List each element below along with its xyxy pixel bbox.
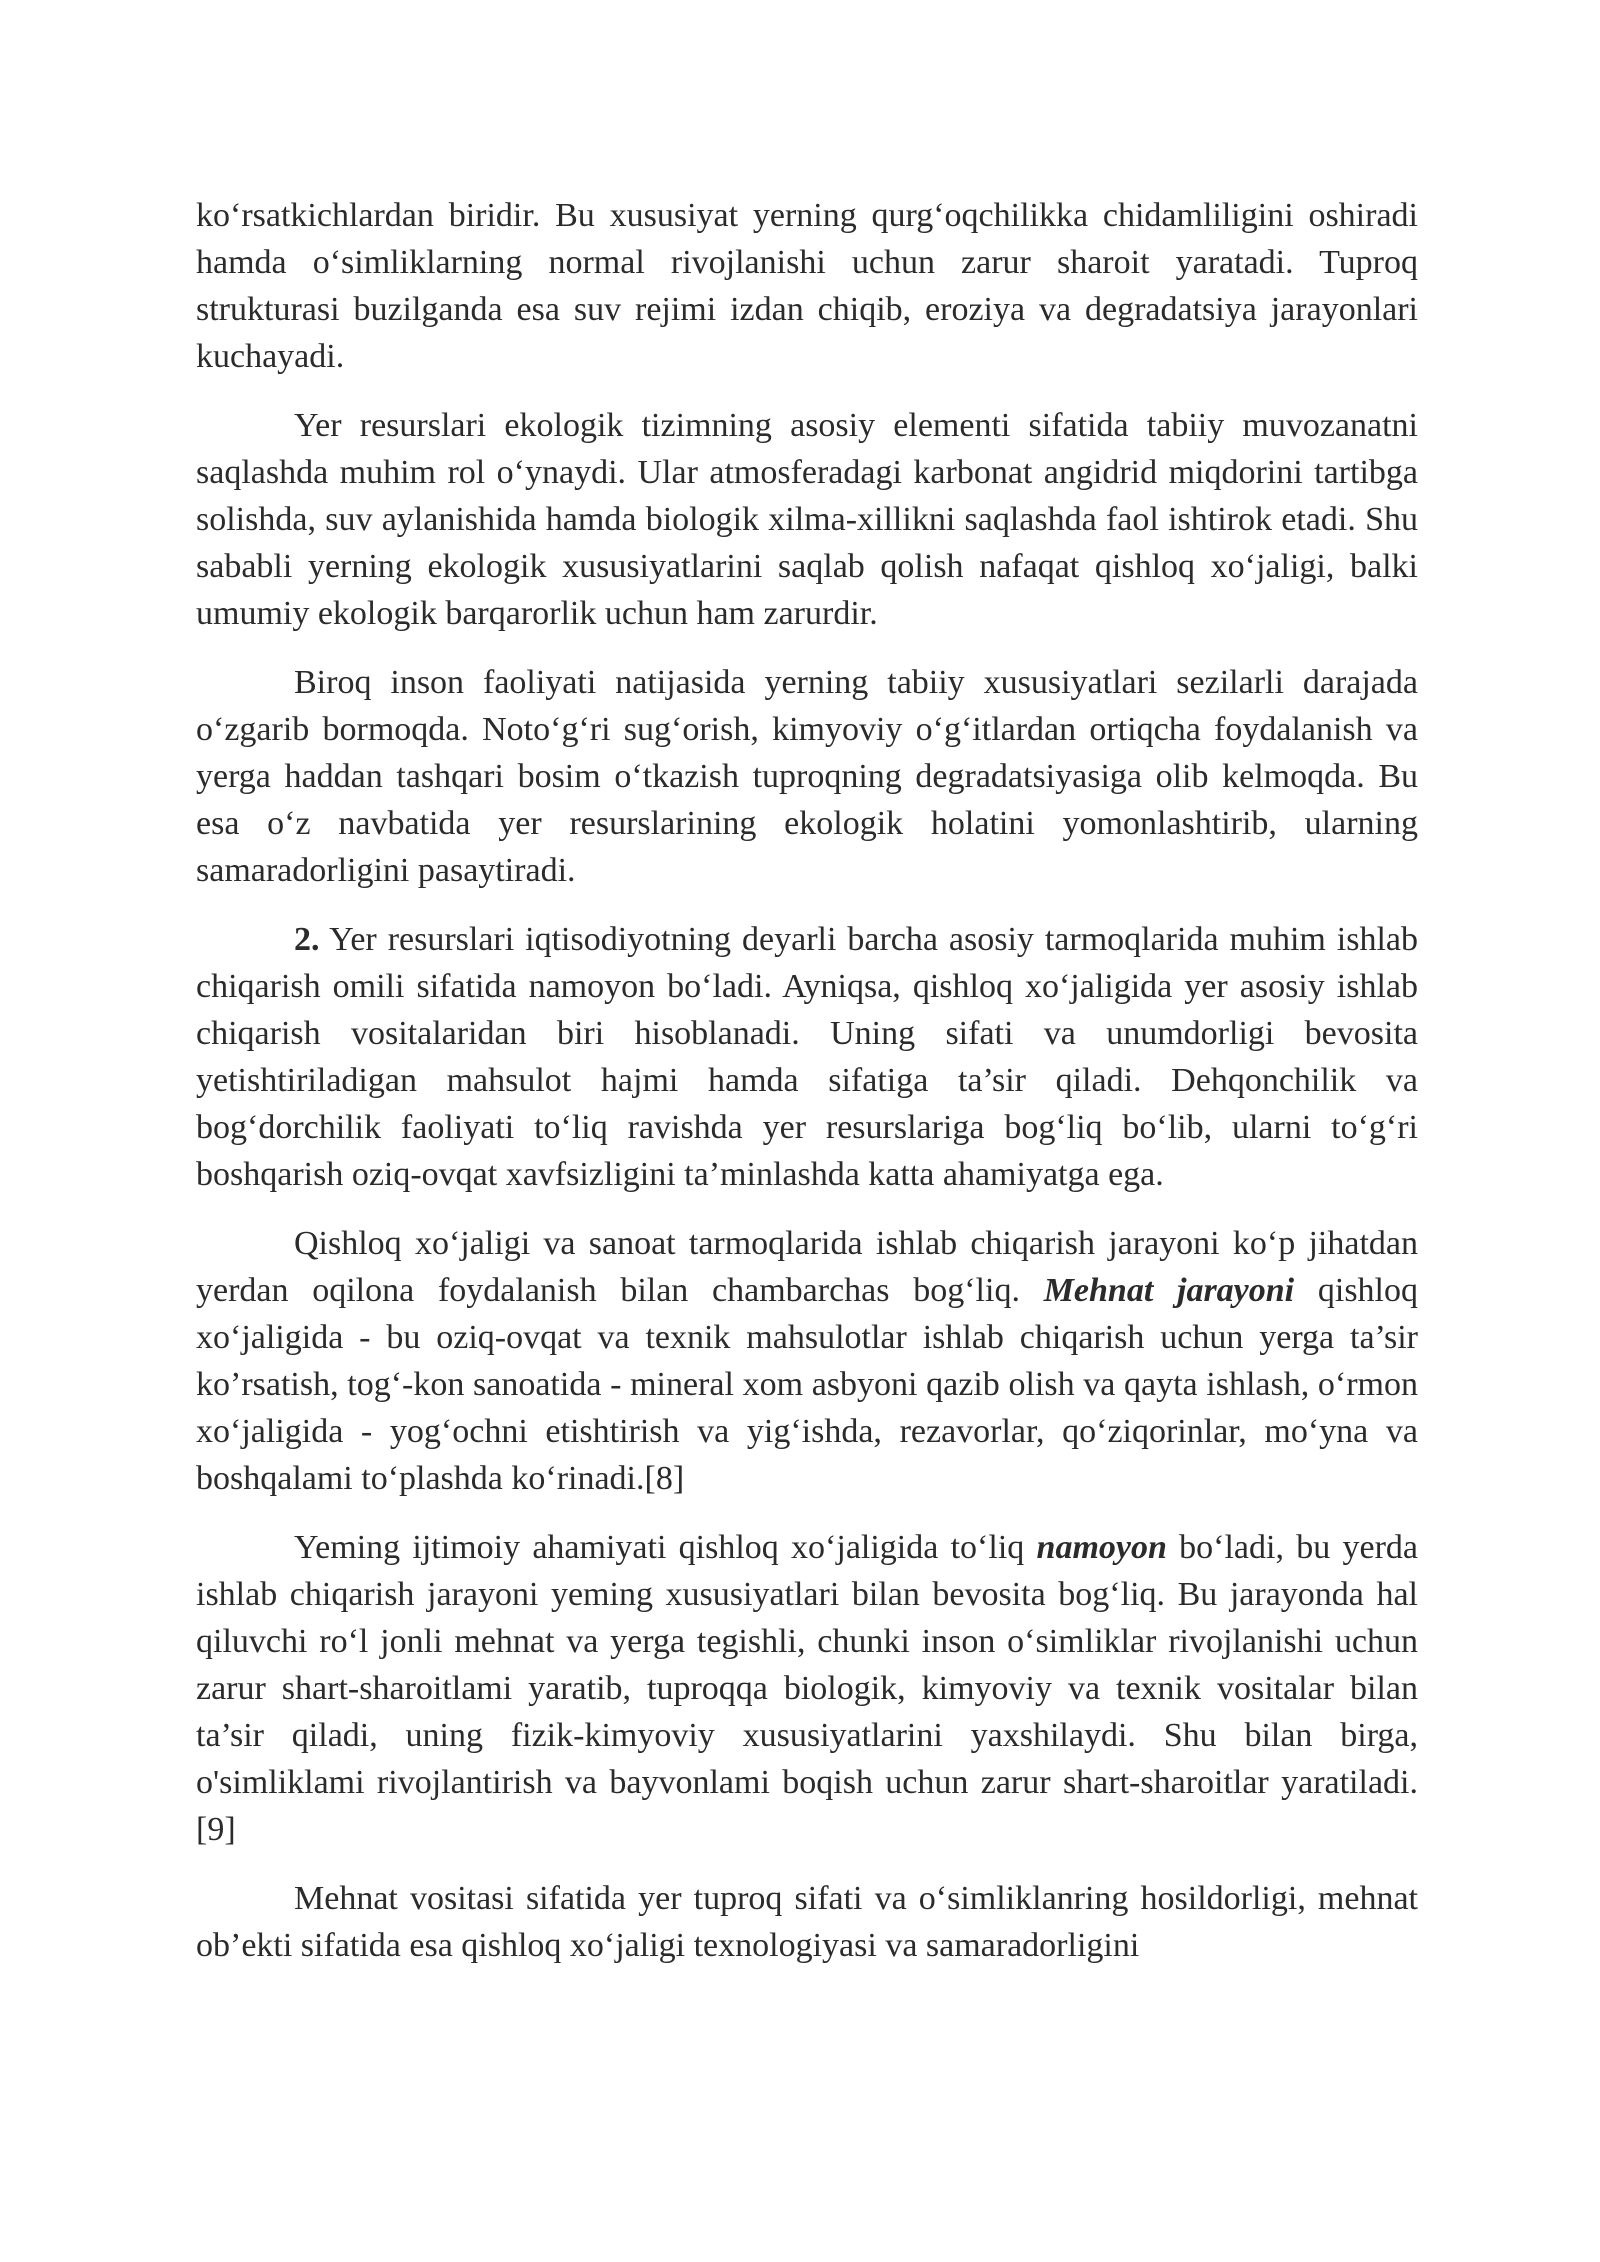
paragraph-ecological-role: Yer resurslari ekologik tizimning asosiy elementi sifatida tabiiy muvozanatni saqlashda muhim rol o‘ynaydi. Ular atmosferadagi karbonat angidrid miqdorini tartibga solishda, suv aylanishida hamda biologik xilma-xillikni saqlashda faol ishtirok etadi. Shu sababli yerning ekologik xususiyatlarini saqlab qolish nafaqat qishloq xo‘jaligi, balki umumiy ekologik barqarorlik uchun ham zarurdir. [196,407,1418,632]
paragraph-section-2-text: Yer resurslari iqtisodiyotning deyarli barcha asosiy tarmoqlarida muhim ishlab chiqarish omili sifatida namoyon bo‘ladi. Ayniqsa, qishloq xo‘jaligida yer asosiy ishlab chiqarish vositalaridan biri hisoblanadi. Uning sifati va unumdorligi bevosita yetishtiriladigan mahsulot hajmi hamda sifatiga ta’sir qiladi. Dehqonchilik va bog‘dorchilik faoliyati to‘liq ravishda yer resurslariga bog‘liq bo‘lib, ularni to‘g‘ri boshqarish oziq-ovqat xavfsizligini ta’minlashda katta ahamiyatga ega. [196,921,1418,1193]
paragraph-section-2 [196,916,1418,1198]
paragraph-labor-means: Mehnat vositasi sifatida yer tuproq sifati va o‘simliklanring hosildorligi, mehnat ob’ekti sifatida esa qishloq xo‘jaligi texnologiyasi va samaradorligini [196,1880,1418,1964]
paragraph-labor-process [196,1220,1418,1502]
document-page [196,192,1418,1991]
paragraph-labor-process-before: Qishloq xo‘jaligi va sanoat tarmoqlarida ishlab chiqarish jarayoni ko‘p jihatdan yerdan oqilona foydalanish bilan chambarchas bog‘liq. [196,1225,1418,1309]
paragraph-social-significance-before: Yeming ijtimoiy ahamiyati qishloq xo‘jaligida to‘liq [294,1529,1037,1566]
emphasis-namoyon: namoyon [1036,1529,1167,1566]
section-number: 2. [294,921,320,958]
paragraph-soil-structure: ko‘rsatkichlardan biridir. Bu xususiyat yerning qurg‘oqchilikka chidamliligini oshiradi hamda o‘simliklarning normal rivojlanishi uchun zarur sharoit yaratadi. Tuproq strukturasi buzilganda esa suv rejimi izdan chiqib, eroziya va degradatsiya jarayonlari kuchayadi. [196,197,1418,375]
paragraph-social-significance-after: bo‘ladi, bu yerda ishlab chiqarish jarayoni yeming xususiyatlari bilan bevosita bog‘liq. Bu jarayonda hal qiluvchi ro‘l jonli mehnat va yerga tegishli, chunki inson o‘simliklar rivojlanishi uchun zarur shart-sharoitlami yaratib, tuproqqa biologik, kimyoviy va texnik vositalar bilan ta’sir qiladi, uning fizik-kimyoviy xususiyatlarini yaxshilaydi. Shu bilan birga, o'simliklami rivojlantirish va bayvonlami boqish uchun zarur shart-sharoitlar yaratiladi.[9] [196,1529,1418,1848]
emphasis-mehnat-jarayoni: Mehnat jarayoni [1043,1272,1295,1309]
paragraph-social-significance [196,1524,1418,1853]
paragraph-labor-process-after: qishloq xo‘jaligida - bu oziq-ovqat va texnik mahsulotlar ishlab chiqarish uchun yerga ta’sir ko’rsatish, tog‘-kon sanoatida - mineral xom asbyoni qazib olish va qayta ishlash, o‘rmon xo‘jaligida - yog‘ochni etishtirish va yig‘ishda, rezavorlar, qo‘ziqorinlar, mo‘yna va boshqalami to‘plashda ko‘rinadi.[8] [196,1272,1418,1497]
paragraph-human-impact: Biroq inson faoliyati natijasida yerning tabiiy xususiyatlari sezilarli darajada o‘zgarib bormoqda. Noto‘g‘ri sug‘orish, kimyoviy o‘g‘itlardan ortiqcha foydalanish va yerga haddan tashqari bosim o‘tkazish tuproqning degradatsiyasiga olib kelmoqda. Bu esa o‘z navbatida yer resurslarining ekologik holatini yomonlashtirib, ularning samaradorligini pasaytiradi. [196,664,1418,889]
